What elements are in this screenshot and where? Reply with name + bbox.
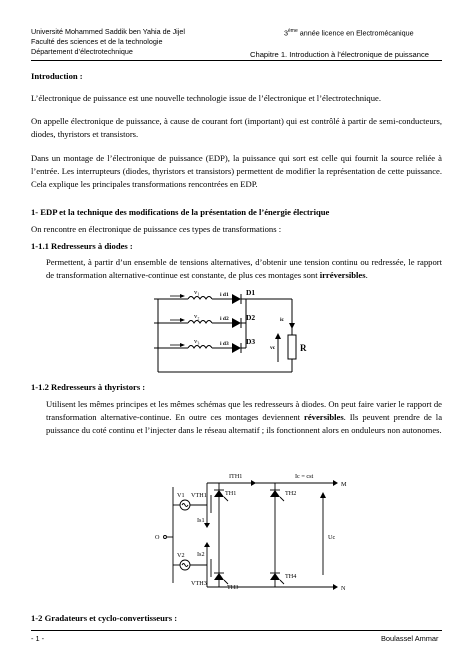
header-rule bbox=[31, 60, 442, 61]
label-uc: Uc bbox=[328, 534, 336, 541]
s112-text: Utilisent les mêmes principes et les mêmes schémas que les redresseurs à diodes. On peut faire varier le rapport de transformation alternative-continue. En outre ces montages deviennent bbox=[46, 399, 442, 422]
label-th1: TH1 bbox=[225, 490, 237, 497]
label-v2: V2 bbox=[177, 552, 185, 559]
header-department: Département d’électrotechnique bbox=[31, 47, 133, 56]
label-th3: TH3 bbox=[227, 584, 239, 591]
diode-label-1: D1 bbox=[246, 288, 256, 297]
diode-label-3: D3 bbox=[246, 337, 256, 346]
source-label-1: v₁ bbox=[194, 289, 200, 296]
diode-label-2: D2 bbox=[246, 313, 256, 322]
load-current-label: ic bbox=[280, 317, 284, 323]
section1-intro: On rencontre en électronique de puissance ces types de transformations : bbox=[31, 224, 282, 234]
current-label-1: i d1 bbox=[220, 292, 229, 298]
header-year-sup: ème bbox=[288, 28, 298, 34]
header-year bbox=[284, 27, 414, 37]
label-is1: Is1 bbox=[197, 517, 205, 524]
label-th2: TH2 bbox=[285, 490, 297, 497]
current-label-2: i d2 bbox=[220, 316, 229, 322]
s12-heading: 1-2 Gradateurs et cyclo-convertisseurs : bbox=[31, 613, 178, 623]
s112-paragraph bbox=[46, 398, 442, 437]
label-n: N bbox=[341, 585, 346, 592]
footer-page-number: - 1 - bbox=[31, 634, 45, 643]
label-vth3: VTH3 bbox=[191, 580, 207, 587]
intro-paragraph-2: On appelle électronique de puissance, à cause de courant fort (important) qui est contrôlé à partir de semi-conducteurs, diodes, thyristors et transistors. bbox=[31, 116, 442, 139]
header-faculty: Faculté des sciences et de la technologie bbox=[31, 37, 163, 46]
source-label-3: v₃ bbox=[194, 338, 200, 345]
current-label-3: i d3 bbox=[220, 341, 229, 347]
footer-author: Boulassel Ammar bbox=[381, 634, 439, 643]
s112-end: . Ils peuvent prendre de la puissance du coté continu et l’injecter dans le réseau alternatif ; ils fonctionnent alors en onduleurs non autonomes. bbox=[46, 412, 443, 435]
intro-heading: Introduction : bbox=[31, 71, 83, 81]
header-year-number: 3 bbox=[284, 28, 288, 38]
s111-end: . bbox=[365, 270, 368, 280]
label-v1: V1 bbox=[177, 492, 185, 499]
resistor-label: R bbox=[300, 343, 307, 353]
header-chapter: Chapitre 1. Introduction à l’électronique de puissance bbox=[250, 50, 429, 59]
thyristor-bridge-diagram bbox=[145, 465, 350, 605]
s111-text: Permettent, à partir d’un ensemble de tensions alternatives, d’obtenir une tension continu ou redressée, le rapport de transformation alternative-continue est constante, de plus ces montages sont bbox=[46, 257, 442, 280]
label-m: M bbox=[341, 481, 347, 488]
header-year-rest: année licence en Electromécanique bbox=[297, 28, 414, 38]
diode-rectifier-diagram bbox=[150, 287, 320, 375]
label-vth1: VTH1 bbox=[191, 492, 207, 499]
section1-heading: 1- EDP et la technique des modifications de la présentation de l’énergie électrique bbox=[31, 207, 330, 217]
s111-heading: 1-1.1 Redresseurs à diodes : bbox=[31, 241, 133, 251]
load-voltage-label: vc bbox=[270, 345, 276, 351]
source-label-2: v₂ bbox=[194, 313, 200, 320]
header-university: Université Mohammed Saddik ben Yahia de Jijel bbox=[31, 27, 185, 36]
intro-paragraph-1: L’électronique de puissance est une nouvelle technologie issue de l’électronique et l’électrotechnique. bbox=[31, 93, 381, 103]
intro-paragraph-3: Dans un montage de l’électronique de puissance (EDP), la puissance qui sort est celle qui fournit la source reliée à l’entrée. Les interrupteurs (diodes, thyristors et transistors) permettent de modifier la représentation de cette puissance. Cela explique les principales transformations rencontrées en EDP. bbox=[31, 153, 442, 189]
s112-bold: réversibles bbox=[304, 412, 344, 422]
label-o: O bbox=[155, 534, 160, 541]
s112-heading: 1-1.2 Redresseurs à thyristors : bbox=[31, 382, 146, 392]
footer-rule bbox=[31, 630, 442, 631]
label-ic-cst: Ic = cst bbox=[295, 473, 314, 480]
label-is2: Is2 bbox=[197, 551, 205, 558]
s111-paragraph bbox=[46, 256, 442, 282]
label-th4: TH4 bbox=[285, 573, 297, 580]
label-ith1: ITH1 bbox=[229, 473, 243, 480]
s111-bold: irréversibles bbox=[319, 270, 366, 280]
